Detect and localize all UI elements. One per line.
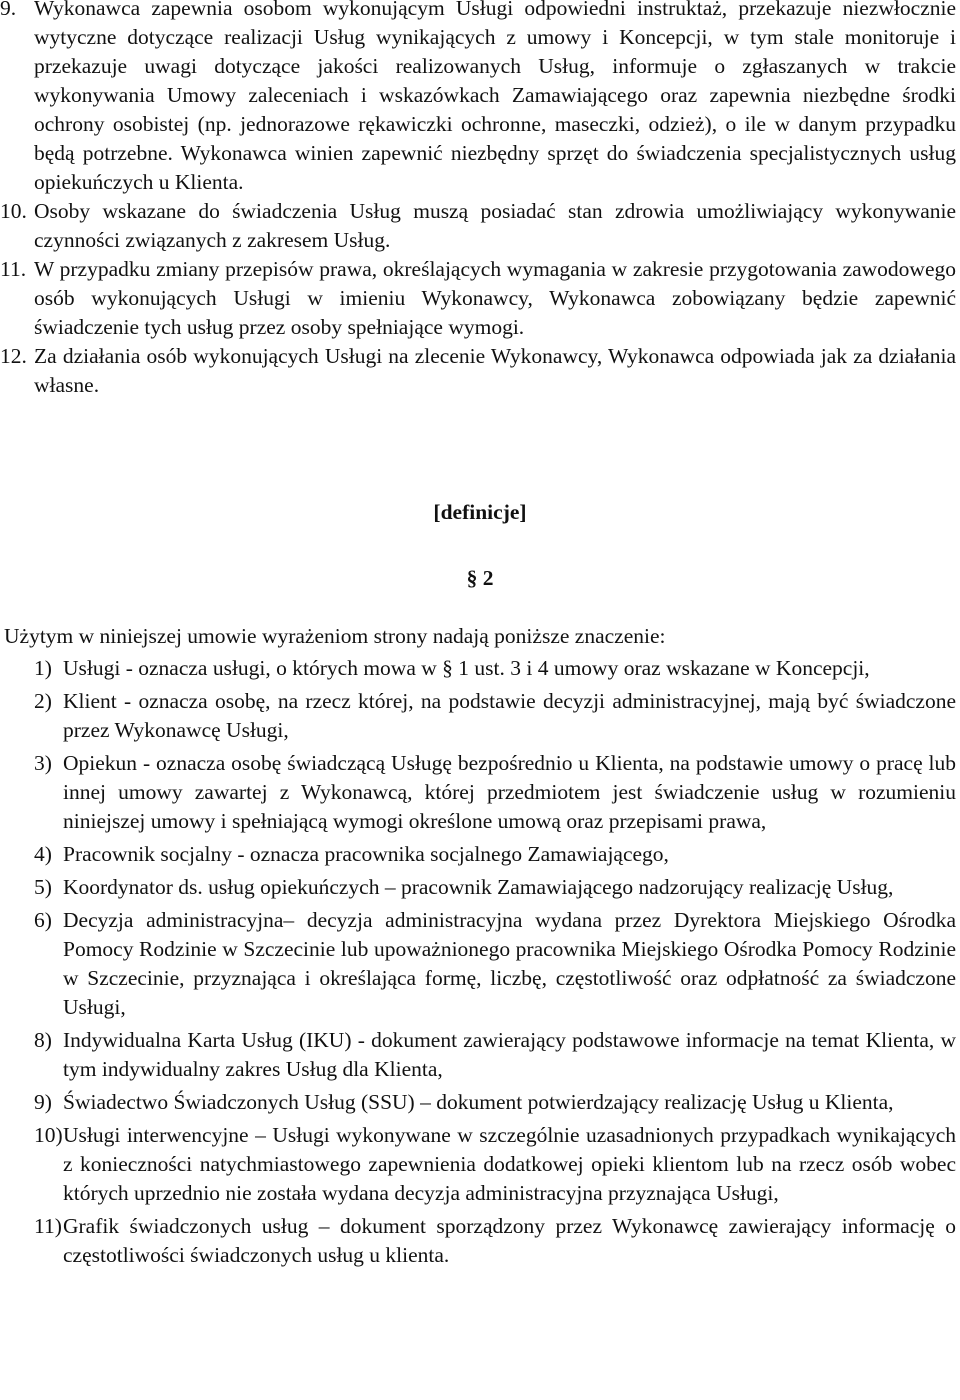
definitions-intro: Użytym w niniejszej umowie wyrażeniom strony nadają poniższe znaczenie: bbox=[4, 624, 666, 648]
definition-number: 8) bbox=[34, 1028, 52, 1052]
definition-text: Usługi - oznacza usługi, o których mowa w § 1 ust. 3 i 4 umowy oraz wskazane w Koncepcji, bbox=[63, 656, 870, 680]
paragraph-11 bbox=[0, 255, 956, 342]
paragraph-text: Wykonawca zapewnia osobom wykonującym Usługi odpowiedni instruktaż, przekazuje niezwłocznie wytyczne dotyczące realizacji Usług wynikających z umowy i Koncepcji, w tym stale monitoruje i przekazuje uwagi dotyczące jakości realizowanych Usług, informuje o zgłaszanych w trakcie wykonywania Umowy zaleceniach i wskazówkach Zamawiającego oraz zapewnia niezbędne środki ochrony osobistej (np. jednorazowe rękawiczki ochronne, maseczki, odzież), o ile w danym przypadku będą potrzebne. Wykonawca winien zapewnić niezbędny sprzęt do świadczenia specjalistycznych usług opiekuńczych u Klienta. bbox=[34, 0, 956, 194]
definition-item bbox=[34, 906, 956, 1022]
definition-item bbox=[34, 840, 956, 869]
paragraph-text: Osoby wskazane do świadczenia Usług muszą posiadać stan zdrowia umożliwiający wykonywanie czynności związanych z zakresem Usług. bbox=[34, 199, 956, 252]
definition-item bbox=[34, 749, 956, 836]
definition-number: 5) bbox=[34, 875, 52, 899]
definition-number: 11) bbox=[34, 1214, 62, 1238]
numbered-paragraphs bbox=[0, 0, 960, 400]
definition-item bbox=[34, 687, 956, 745]
paragraph-number: 11. bbox=[0, 257, 27, 281]
section-heading: [definicje] bbox=[433, 500, 527, 524]
definition-number: 1) bbox=[34, 656, 52, 680]
paragraph-number: 9. bbox=[0, 0, 17, 20]
definition-text: Indywidualna Karta Usług (IKU) - dokument zawierający podstawowe informacje na temat Klienta, w tym indywidualny zakres Usług dla Klienta, bbox=[63, 1028, 956, 1081]
paragraph-text: Za działania osób wykonujących Usługi na zlecenie Wykonawcy, Wykonawca odpowiada jak za działania własne. bbox=[34, 344, 956, 397]
definition-item bbox=[34, 873, 956, 902]
definitions-list bbox=[0, 654, 960, 1270]
definition-text: Grafik świadczonych usług – dokument sporządzony przez Wykonawcę zawierający informację o częstotliwości świadczonych usług u klienta. bbox=[63, 1214, 956, 1267]
definition-item bbox=[34, 654, 956, 683]
paragraph-10 bbox=[0, 197, 956, 255]
paragraph-text: W przypadku zmiany przepisów prawa, określających wymagania w zakresie przygotowania zawodowego osób wykonujących Usługi w imieniu Wykonawcy, Wykonawca zobowiązany będzie zapewnić świadczenie tych usług przez osoby spełniające wymogi. bbox=[34, 257, 956, 339]
paragraph-number: 12. bbox=[0, 344, 27, 368]
definition-number: 2) bbox=[34, 689, 52, 713]
definition-item bbox=[34, 1088, 956, 1117]
definition-number: 4) bbox=[34, 842, 52, 866]
paragraph-12 bbox=[0, 342, 956, 400]
paragraph-number: 10. bbox=[0, 199, 27, 223]
definition-number: 3) bbox=[34, 751, 52, 775]
definition-text: Opiekun - oznacza osobę świadczącą Usługę bezpośrednio u Klienta, na podstawie umowy o pracę lub innej umowy zawartej z Wykonawcą, której przedmiotem jest świadczenie usług w rozumieniu niniejszej umowy i spełniającą wymogi określone umową oraz przepisami prawa, bbox=[63, 751, 956, 833]
definition-text: Świadectwo Świadczonych Usług (SSU) – dokument potwierdzający realizację Usług u Klienta, bbox=[63, 1090, 894, 1114]
definition-number: 6) bbox=[34, 908, 52, 932]
definition-text: Klient - oznacza osobę, na rzecz której, na podstawie decyzji administracyjnej, mają być świadczone przez Wykonawcę Usługi, bbox=[63, 689, 956, 742]
definition-text: Pracownik socjalny - oznacza pracownika socjalnego Zamawiającego, bbox=[63, 842, 669, 866]
definition-item bbox=[34, 1212, 956, 1270]
definition-text: Koordynator ds. usług opiekuńczych – pracownik Zamawiającego nadzorujący realizację Usług, bbox=[63, 875, 894, 899]
section-number: § 2 bbox=[466, 566, 494, 590]
definition-item bbox=[34, 1121, 956, 1208]
definition-item bbox=[34, 1026, 956, 1084]
definition-number: 9) bbox=[34, 1090, 52, 1114]
definition-number: 10) bbox=[34, 1123, 63, 1147]
definition-text: Usługi interwencyjne – Usługi wykonywane w szczególnie uzasadnionych przypadkach wynikających z konieczności natychmiastowego zapewnienia dodatkowej opieki klientom lub na rzecz osób wobec których uprzednio nie została wydana decyzja administracyjna przyznająca Usługi, bbox=[63, 1123, 956, 1205]
definition-text: Decyzja administracyjna– decyzja administracyjna wydana przez Dyrektora Miejskiego Ośrodka Pomocy Rodzinie w Szczecinie lub upoważnionego pracownika Miejskiego Ośrodka Pomocy Rodzinie w Szczecinie, przyznająca i określająca formę, liczbę, częstotliwość oraz odpłatność za świadczone Usługi, bbox=[63, 908, 956, 1019]
paragraph-9 bbox=[0, 0, 956, 197]
